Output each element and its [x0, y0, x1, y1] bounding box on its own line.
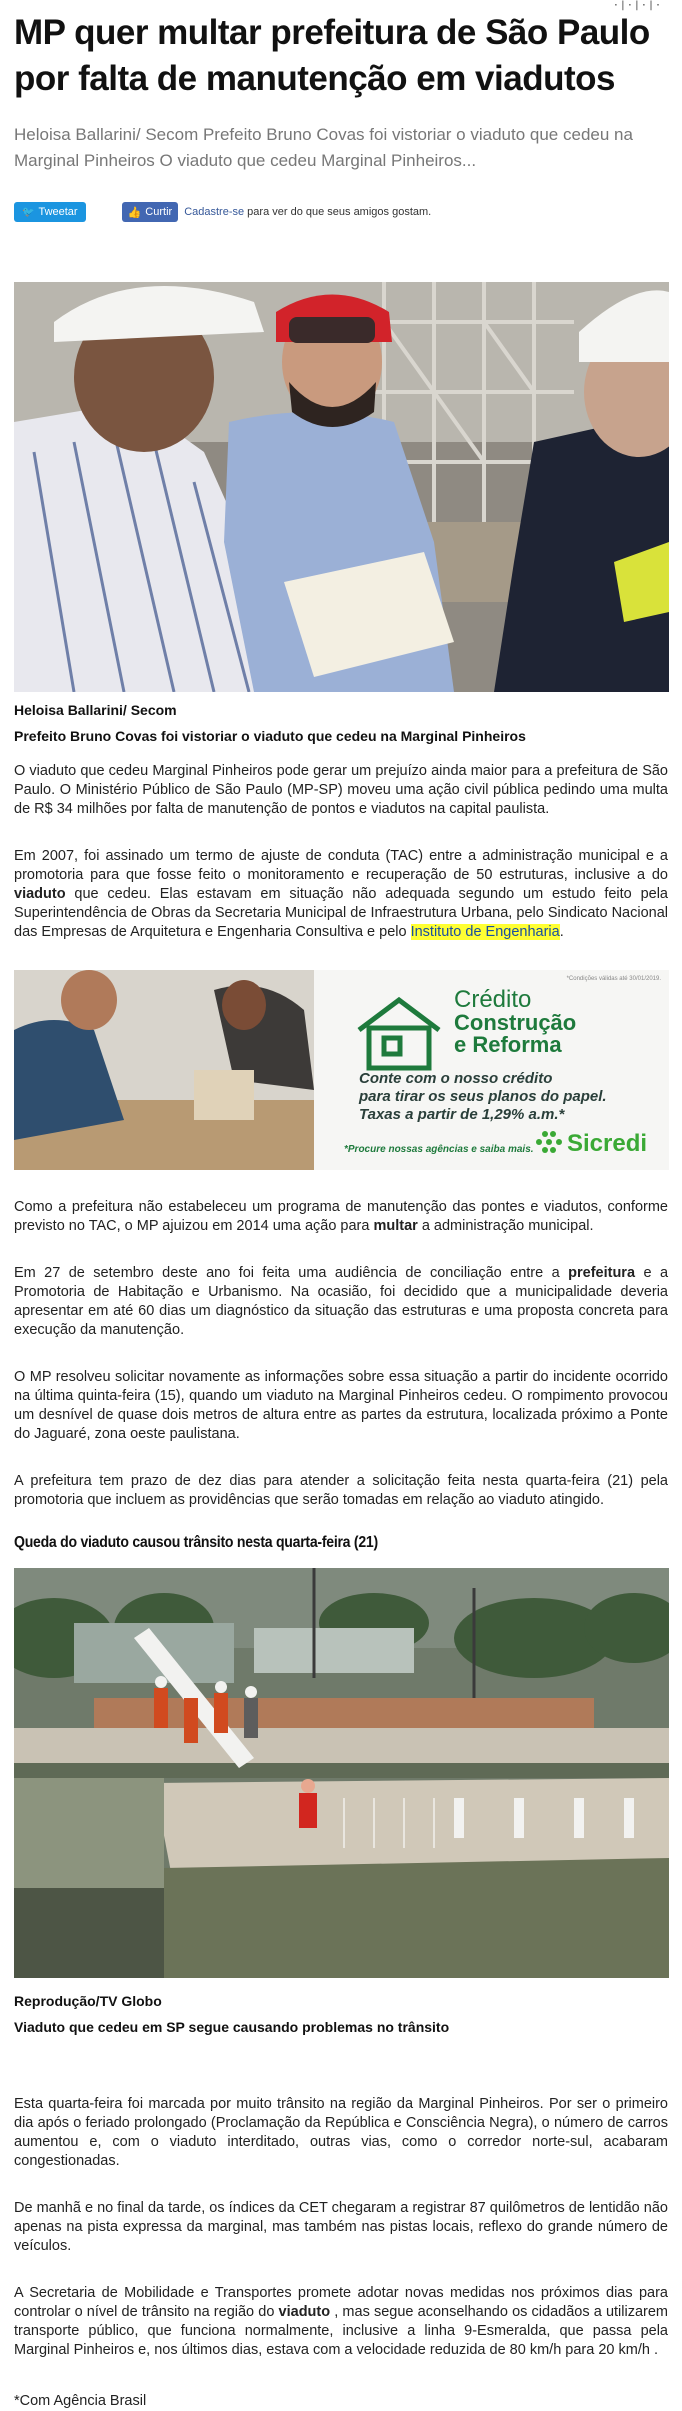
photo-viaduct: [14, 1568, 669, 1983]
p3-bold: multar: [373, 1218, 418, 1234]
paragraph-6: A prefeitura tem prazo de dez dias para atender a solicitação feita nesta quarta-feira (21) pela promotoria que incluem as providências que serão tomadas em relação ao viaduto atingido.: [14, 1473, 668, 1508]
paragraph-9: [14, 2284, 668, 2360]
p2-bold: viaduto: [14, 886, 66, 902]
menu-dots-icon[interactable]: ·|·|·|·: [612, 0, 662, 11]
ad-line1: Crédito: [454, 986, 532, 1013]
paragraph-3: [14, 1198, 668, 1236]
sicredi-logo-icon: [536, 1131, 562, 1153]
house-icon: [359, 1000, 439, 1068]
paragraph-8: De manhã e no final da tarde, os índices da CET chegaram a registrar 87 quilômetros de lentidão não apenas na pista expressa da marginal, mas também nas pistas locais, reflexo do grande número de veículos.: [14, 2200, 668, 2254]
p2-highlight-link[interactable]: Instituto de Engenharia: [410, 924, 560, 940]
ad-banner-sicredi[interactable]: [14, 970, 669, 1170]
source-note: *Com Agência Brasil: [14, 2393, 147, 2409]
p9-text-b: , mas segue aconselhando os cidadãos a utilizarem transporte público, que funciona normalmente, inclusive a linha 9-Esmeralda, que passa pela Marginal Pinheiros e, nos últimos dias, estava com a velocidade reduzida de 80 km/h para 20 km/h .: [14, 2304, 668, 2358]
photo-inspection: [14, 282, 669, 692]
twitter-bird-icon: 🐦: [22, 206, 35, 218]
ad-footer: *Procure nossas agências e saiba mais.: [344, 1144, 534, 1155]
p4-bold: prefeitura: [568, 1265, 636, 1281]
p3-text-a: Como a prefeitura não estabeleceu um programa de manutenção das pontes e viadutos, conforme previsto no TAC, o MP ajuizou em 2014 uma ação para: [14, 1199, 668, 1234]
share-bar: [14, 202, 668, 222]
p9-bold: viaduto: [278, 2304, 331, 2320]
thumbs-up-icon: 👍: [127, 206, 142, 219]
signup-link[interactable]: Cadastre-se: [184, 206, 245, 218]
paragraph-4: [14, 1264, 668, 1340]
ad-line2: Construção: [454, 1010, 577, 1035]
like-button[interactable]: [122, 202, 179, 222]
article-title: MP quer multar prefeitura de São Paulo por falta de manutenção em viadutos: [14, 13, 650, 98]
p4-text-a: Em 27 de setembro deste ano foi feita uma audiência de conciliação entre a: [14, 1265, 569, 1281]
photo1-caption: Prefeito Bruno Covas foi vistoriar o viaduto que cedeu na Marginal Pinheiros: [14, 728, 526, 744]
ad-brand: Sicredi: [567, 1130, 648, 1157]
tweet-button[interactable]: [14, 202, 86, 222]
article-subtitle: Heloisa Ballarini/ Secom Prefeito Bruno Covas foi vistoriar o viaduto que cedeu na Marginal Pinheiros O viaduto que cedeu Marginal Pinheiros...: [14, 125, 633, 170]
paragraph-7: Esta quarta-feira foi marcada por muito trânsito na região da Marginal Pinheiros. Por ser o primeiro dia após o feriado prolongado (Proclamação da República e Consciência Negra), o número de carros aumentou e, com o viaduto interditado, outras vias, como o corredor norte-sul, acabaram congestionadas.: [14, 2096, 668, 2169]
ad-line3: e Reforma: [454, 1032, 562, 1057]
ad-conditions: *Condições válidas até 30/01/2019.: [566, 976, 661, 982]
paragraph-1: O viaduto que cedeu Marginal Pinheiros pode gerar um prejuízo ainda maior para a prefeitura de São Paulo. O Ministério Público de São Paulo (MP-SP) moveu uma ação civil pública pedindo uma multa de R$ 34 milhões por falta de manutenção de pontos e viadutos na capital paulista.: [14, 763, 668, 817]
signup-text: para ver do que seus amigos gostam.: [244, 206, 432, 218]
p2-text-c: .: [559, 924, 564, 940]
paragraph-2: [14, 847, 668, 942]
facebook-signup-text: [184, 206, 431, 218]
photo2-credit: Reprodução/TV Globo: [14, 1993, 162, 2009]
photo1-credit: Heloisa Ballarini/ Secom: [14, 702, 177, 718]
p4-text-b: e a Promotoria de Habitação e Urbanismo. Na ocasião, foi decidido que a municipalidade deveria apresentar em até 60 dias um diagnóstico da situação das estruturas e uma proposta concreta para execução da manutenção.: [14, 1265, 669, 1338]
inspection-photo-image: [14, 282, 669, 692]
tweet-label: Tweetar: [38, 206, 78, 218]
photo2-caption: Viaduto que cedeu em SP segue causando problemas no trânsito: [14, 2019, 450, 2035]
ad-tag2: para tirar os seus planos do papel.: [359, 1088, 607, 1105]
like-label: Curtir: [145, 206, 173, 218]
ad-tag1: Conte com o nosso crédito: [359, 1070, 553, 1087]
p2-text-b: que cedeu. Elas estavam em situação não adequada segundo um estudo feito pela Superintendência de Obras da Secretaria Municipal de Infraestrutura Urbana, pelo Sindicato Nacional das Empresas de Arquitetura e Engenharia Consultiva e pelo: [14, 886, 668, 940]
p3-text-b: a administração municipal.: [417, 1218, 594, 1234]
p2-text-a: Em 2007, foi assinado um termo de ajuste de conduta (TAC) entre a administração municipal e a promotoria para que fosse feito o monitoramento e recuperação de 50 estruturas, inclusive a do: [14, 848, 668, 883]
paragraph-5: O MP resolveu solicitar novamente as informações sobre essa situação a partir do incidente ocorrido na última quinta-feira (15), quando um viaduto na Marginal Pinheiros cedeu. O rompimento provocou um desnível de quase dois metros de altura entre as partes da estrutura, localizada próximo a Ponte do Jaguaré, zona oeste paulistana.: [14, 1369, 668, 1442]
ad-tag3: Taxas a partir de 1,29% a.m.*: [359, 1106, 565, 1123]
p9-text-a: A Secretaria de Mobilidade e Transportes promete adotar novas medidas nos próximos dias para controlar o nível de trânsito na região do: [14, 2285, 668, 2320]
viaduct-photo-image: [14, 1568, 669, 1978]
section-heading: Queda do viaduto causou trânsito nesta quarta-feira (21): [14, 1534, 378, 1551]
